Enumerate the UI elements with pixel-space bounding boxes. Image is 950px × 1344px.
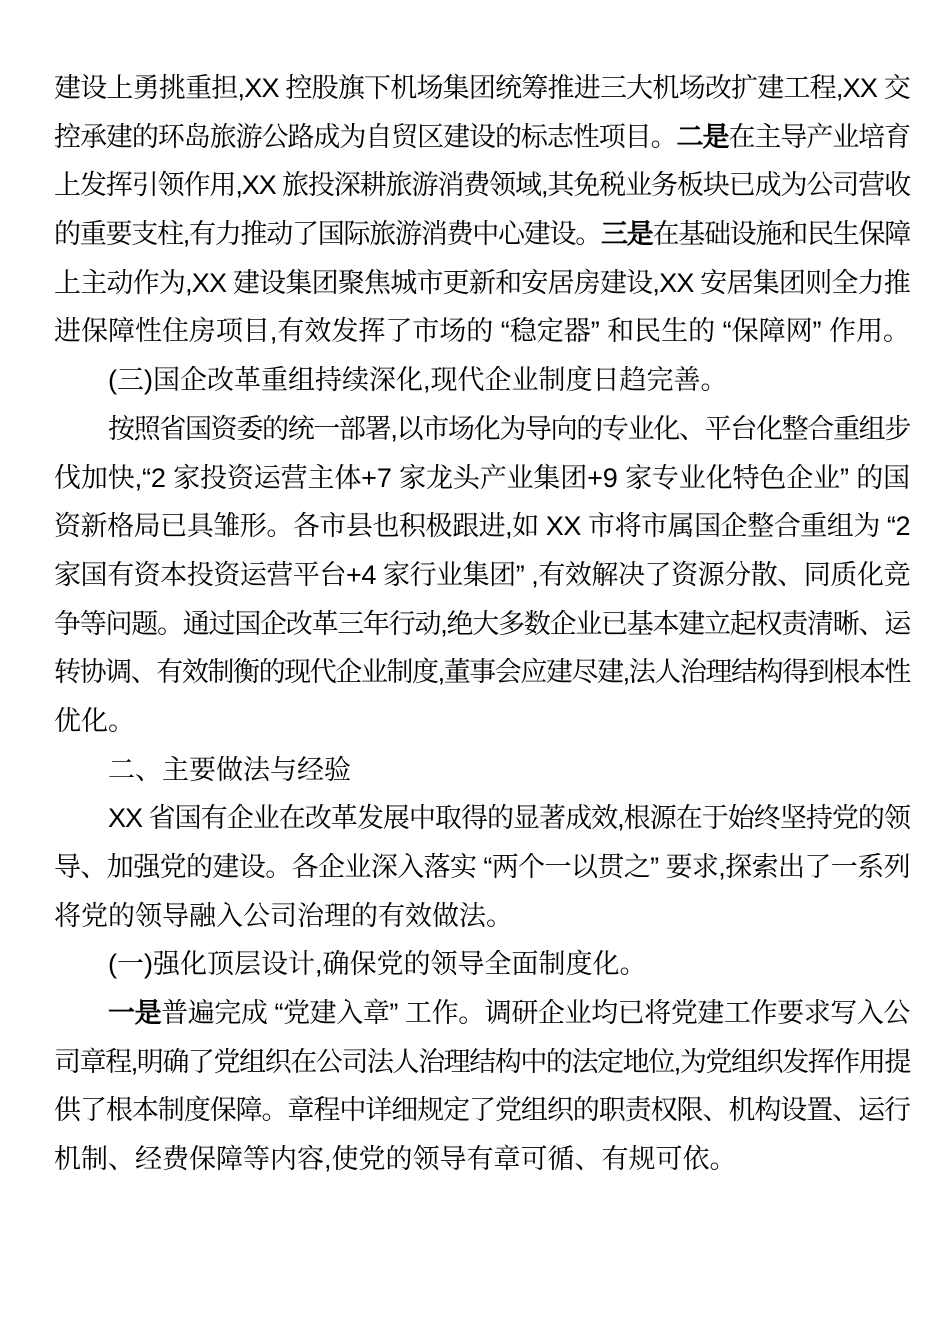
text-line-content: [54, 210, 910, 259]
text-line-content: [54, 502, 910, 551]
body-line: [54, 161, 910, 210]
text-run: 在基础设施和民生保障: [652, 219, 910, 250]
body-line: [54, 697, 910, 746]
subsection-heading-1: [54, 940, 910, 989]
text-run: 供了根本制度保障。章程中详细规定了党组织的职责权限、机构设置、运行: [54, 1095, 910, 1126]
text-run: 在主导产业培育: [728, 121, 911, 152]
text-line-content: [54, 1038, 910, 1087]
body-line: [54, 989, 910, 1038]
text-run: 将党的领导融入公司治理的有效做法。: [54, 900, 513, 931]
body-line: [54, 113, 910, 162]
text-line-content: [54, 648, 910, 697]
text-run: 普遍完成 “党建入章” 工作。调研企业均已将党建工作要求写入公: [161, 998, 911, 1029]
body-line: [54, 259, 910, 308]
body-line: [54, 794, 910, 843]
body-line: [54, 843, 910, 892]
text-run: 伐加快,“2 家投资运营主体+7 家龙头产业集团+9 家专业化特色企业” 的国: [54, 462, 910, 493]
body-line: [54, 1086, 910, 1135]
bold-text-run: 三是: [601, 219, 653, 250]
text-run: 二、主要做法与经验: [108, 754, 351, 785]
text-line-content: [108, 989, 910, 1038]
body-line: [54, 454, 910, 503]
text-run: 建设上勇挑重担,XX 控股旗下机场集团统筹推进三大机场改扩建工程,XX 交: [54, 73, 910, 103]
text-run: 争等问题。通过国企改革三年行动,绝大多数企业已基本建立起权责清晰、运: [54, 608, 910, 639]
document-body: [54, 64, 910, 1184]
text-run: 司章程,明确了党组织在公司法人治理结构中的法定地位,为党组织发挥作用提: [54, 1046, 910, 1077]
text-run: 导、加强党的建设。各企业深入落实 “两个一以贯之” 要求,探索出了一系列: [54, 852, 910, 882]
body-line: [54, 307, 910, 356]
text-line-content: [108, 356, 727, 405]
text-line-content: [54, 259, 910, 308]
text-run: XX 省国有企业在改革发展中取得的显著成效,根源在于始终坚持党的领: [108, 803, 910, 834]
bold-text-run: 二是: [676, 121, 729, 152]
text-line-content: [54, 161, 910, 210]
text-line-content: [54, 1086, 910, 1135]
text-run: 上发挥引领作用,XX 旅投深耕旅游消费领域,其免税业务板块已成为公司营收: [54, 170, 910, 201]
body-line: [54, 892, 910, 941]
text-line-content: [108, 940, 646, 989]
text-line-content: [54, 454, 910, 503]
body-line: [54, 600, 910, 649]
text-run: 按照省国资委的统一部署,以市场化为导向的专业化、平台化整合重组步: [108, 413, 910, 444]
body-line: [54, 1135, 910, 1184]
body-line: [54, 64, 910, 113]
text-line-content: [108, 746, 351, 795]
text-run: 家国有资本投资运营平台+4 家行业集团” ,有效解决了资源分散、同质化竞: [54, 559, 910, 590]
text-line-content: [54, 551, 910, 600]
text-run: 优化。: [54, 705, 135, 736]
text-line-content: [54, 892, 513, 941]
text-run: (三)国企改革重组持续深化,现代企业制度日趋完善。: [108, 365, 728, 396]
text-line-content: [54, 307, 910, 356]
text-line-content: [54, 600, 910, 649]
body-line: [54, 210, 910, 259]
text-run: 机制、经费保障等内容,使党的领导有章可循、有规可依。: [54, 1144, 737, 1175]
body-line: [54, 405, 910, 454]
text-run: 资新格局已具雏形。各市县也积极跟进,如 XX 市将市属国企整合重组为 “2: [54, 511, 910, 542]
text-line-content: [108, 405, 910, 454]
text-line-content: [108, 794, 910, 843]
body-line: [54, 551, 910, 600]
bold-text-run: 一是: [108, 998, 162, 1029]
text-line-content: [54, 113, 910, 162]
text-line-content: [54, 64, 910, 113]
text-run: 上主动作为,XX 建设集团聚焦城市更新和安居房建设,XX 安居集团则全力推: [54, 267, 910, 298]
text-run: 进保障性住房项目,有效发挥了市场的 “稳定器” 和民生的 “保障网” 作用。: [54, 316, 910, 347]
text-run: 的重要支柱,有力推动了国际旅游消费中心建设。: [54, 219, 601, 250]
body-line: [54, 1038, 910, 1087]
body-line: [54, 502, 910, 551]
text-line-content: [54, 697, 135, 746]
text-line-content: [54, 843, 910, 892]
text-run: 控承建的环岛旅游公路成为自贸区建设的标志性项目。: [54, 121, 677, 152]
body-line: [54, 648, 910, 697]
text-line-content: [54, 1135, 737, 1184]
subsection-heading-3: [54, 356, 910, 405]
section-2-heading: [54, 746, 910, 795]
text-run: (一)强化顶层设计,确保党的领导全面制度化。: [108, 949, 647, 980]
text-run: 转协调、有效制衡的现代企业制度,董事会应建尽建,法人治理结构得到根本性: [54, 657, 910, 688]
